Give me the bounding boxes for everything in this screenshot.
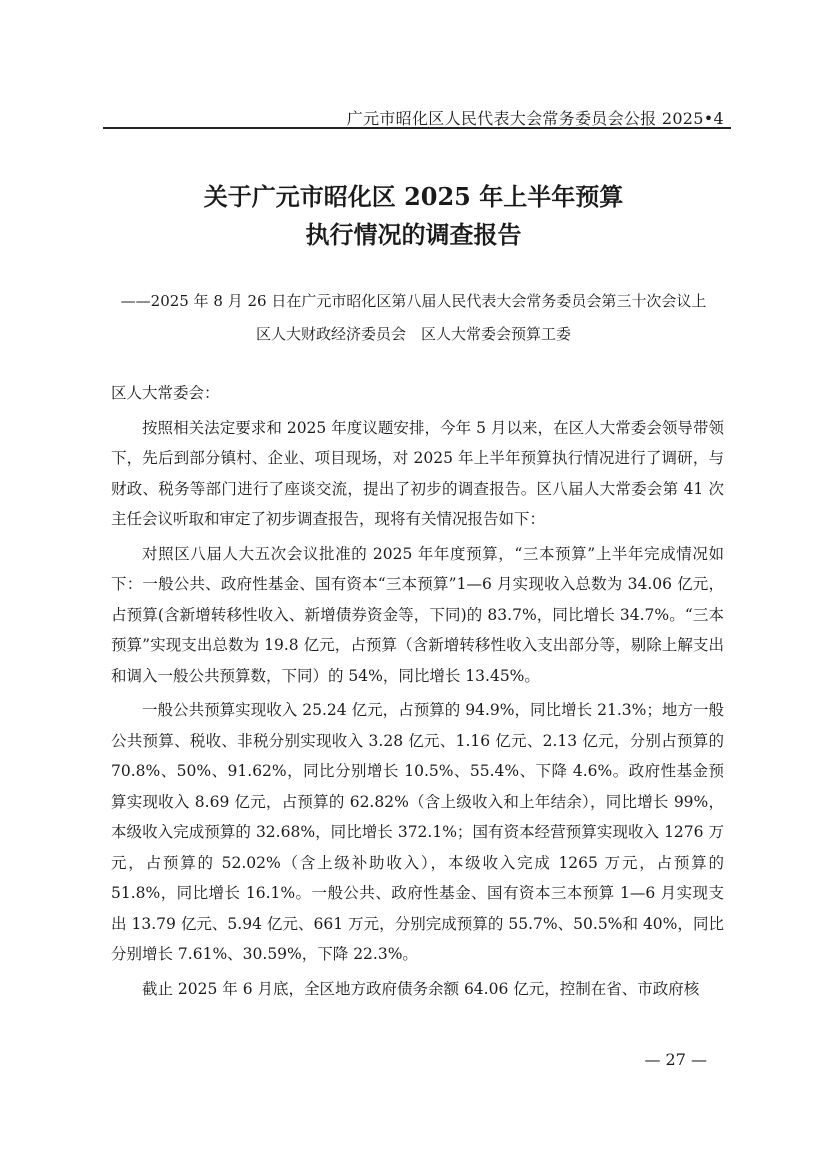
salutation: 区人大常委会： [111,384,220,402]
title-line-2: 执行情况的调查报告 [305,220,522,249]
report-body [111,378,724,1008]
paragraph-1: 按照相关法定要求和 2025 年度议题安排，今年 5 月以来，在区人大常委会领导带领下，先后到部分镇村、企业、项目现场，对 2025 年上半年预算执行情况进行了调研，与财政、税务等部门进行了座谈交流，提出了初步的调查报告。区八届人大常委会第 41 次主任会议听取和审定了初步调查报告，现将有关情况报告如下： [111,418,724,528]
publication-header: 广元市昭化区人民代表大会常务委员会公报 2025•4 [346,109,724,128]
report-subtitle [0,285,827,351]
subtitle-line-1: ——2025 年 8 月 26 日在广元市昭化区第八届人民代表大会常务委员会第三十次会议上 [120,292,707,310]
paragraph-2: 对照区八届人大五次会议批准的 2025 年年度预算，“三本预算”上半年完成情况如下：一般公共、政府性基金、国有资本“三本预算”1—6 月实现收入总数为 34.06 亿元，占预算(含新增转移性收入、新增债券资金等，下同)的 83.7%，同比增长 34.7%。“三本预算”实现支出总数为 19.8 亿元，占预算（含新增转移性收入支出部分等，剔除上解支出和调入一般公共预算数，下同）的 54%，同比增长 13.45%。 [111,544,724,685]
paragraph-3: 一般公共预算实现收入 25.24 亿元，占预算的 94.9%，同比增长 21.3%；地方一般公共预算、税收、非税分别实现收入 3.28 亿元、1.16 亿元、2.13 亿元，分别占预算的 70.8%、50%、91.62%，同比分别增长 10.5%、55.4%、下降 4.6%。政府性基金预算实现收入 8.69 亿元，占预算的 62.82%（含上级收入和上年结余），同比增长 99%，本级收入完成预算的 32.68%，同比增长 372.1%；国有资本经营预算实现收入 1276 万元，占预算的 52.02%（含上级补助收入），本级收入完成 1265 万元，占预算的 51.8%，同比增长 16.1%。一般公共、政府性基金、国有资本三本预算 1—6 月实现支出 13.79 亿元、5.94 亿元、661 万元，分别完成预算的 55.7%、50.5%和 40%，同比分别增长 7.61%、30.59%，下降 22.3%。 [111,701,724,963]
title-line-1: 关于广元市昭化区 2025 年上半年预算 [203,182,624,211]
report-title [0,178,827,254]
paragraph-4: 截止 2025 年 6 月底，全区地方政府债务余额 64.06 亿元，控制在省、市政府核 [142,979,700,998]
page-number: — 27 — [644,1050,707,1069]
subtitle-line-2: 区人大财政经济委员会 区人大常委会预算工委 [255,325,571,343]
header-divider [103,127,731,129]
